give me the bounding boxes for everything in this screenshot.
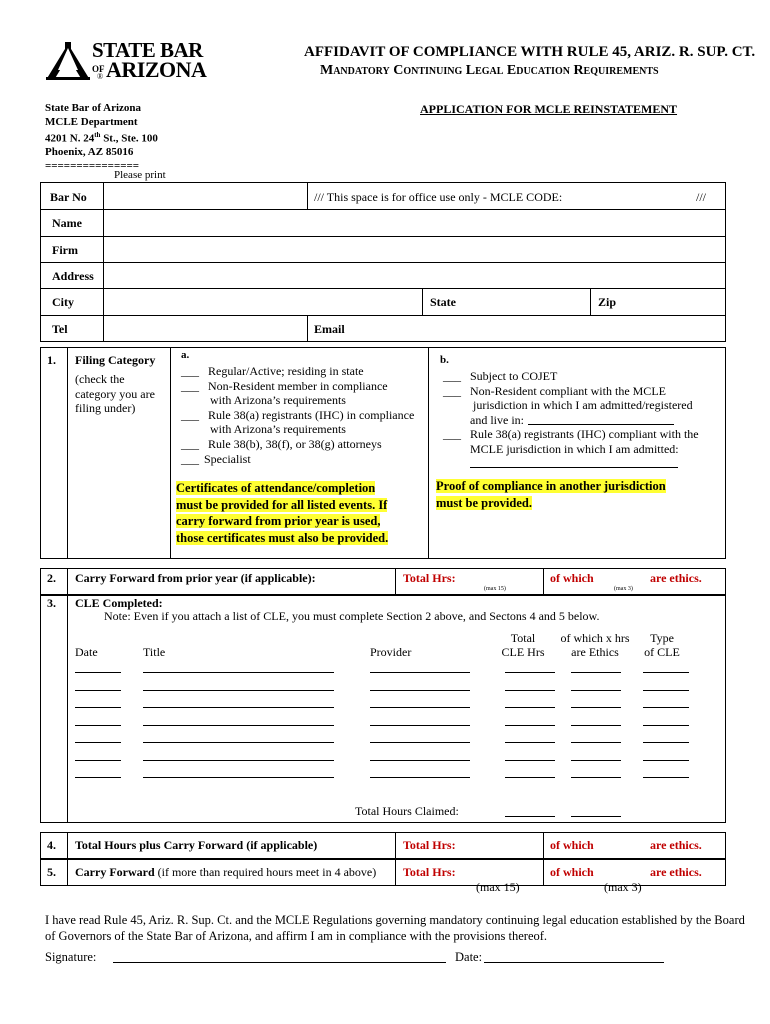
affirmation-line: I have read Rule 45, Ariz. R. Sup. Ct. and the MCLE Regulations governing mandatory continuing legal education established by the Board — [45, 913, 745, 927]
address-dept: MCLE Department — [45, 115, 138, 128]
page-subtitle: Mandatory Continuing Legal Education Requirements — [320, 63, 659, 78]
col-header-total-line1: Total — [510, 631, 536, 645]
section4-number: 4. — [47, 838, 56, 852]
zip-label: Zip — [598, 295, 617, 309]
section1-num-divider — [67, 347, 68, 559]
logo-text-arizona: ARIZONA — [106, 57, 207, 82]
category-option-label: Rule 38(a) registrants (IHC) in compliance — [208, 407, 415, 422]
category-option-label-cont: MCLE jurisdiction in which I am admitted: — [470, 441, 679, 456]
col-header-type-line2: of CLE — [644, 645, 680, 659]
col-header-type-line1: Type — [650, 631, 674, 645]
certificates-note — [176, 480, 426, 546]
category-option-label: Non-Resident member in compliance — [208, 378, 388, 393]
live-in-field[interactable] — [528, 424, 674, 425]
address-label: Address — [52, 269, 94, 283]
section5-divider — [395, 859, 396, 886]
cle-total-hrs-field[interactable] — [505, 725, 555, 726]
cle-provider-field[interactable] — [370, 672, 470, 673]
cle-provider-field[interactable] — [370, 777, 470, 778]
checkbox-blank[interactable]: ___ — [443, 383, 464, 398]
affirmation-line: of Governors of the State Bar of Arizona, and affirm I am in compliance with the provisions thereof. — [45, 929, 548, 943]
admitted-jurisdiction-field[interactable] — [470, 467, 678, 468]
category-option[interactable] — [181, 437, 426, 452]
cle-provider-field[interactable] — [370, 690, 470, 691]
checkbox-blank[interactable]: ___ — [181, 407, 202, 422]
section5-divider — [543, 859, 544, 886]
certificates-note-line: carry forward from prior year is used, — [176, 514, 381, 529]
bar-no-field[interactable] — [104, 183, 306, 208]
tel-field[interactable] — [104, 316, 306, 341]
proof-note — [436, 478, 726, 511]
section5-ethics: are ethics. — [650, 865, 702, 879]
city-field[interactable] — [104, 289, 421, 314]
section1-col-divider — [170, 347, 171, 559]
section1-number: 1. — [47, 353, 56, 367]
cle-type-field[interactable] — [643, 707, 689, 708]
col-header-total-line2: CLE Hrs — [501, 645, 545, 659]
total-hours-claimed-label: Total Hours Claimed: — [355, 804, 459, 818]
section4-of-which: of which — [550, 838, 594, 852]
signature-field[interactable] — [113, 962, 446, 963]
cle-date-field[interactable] — [75, 707, 121, 708]
category-b-list — [443, 369, 723, 457]
section3-note: Note: Even if you attach a list of CLE, you must complete Section 2 above, and Sectons 4 and 5 below. — [104, 609, 600, 623]
col-a-label: a. — [181, 349, 190, 361]
signature-label: Signature: — [45, 950, 97, 964]
address-street-ordinal: th — [94, 131, 101, 139]
zip-divider — [590, 288, 591, 315]
tel-label: Tel — [52, 322, 68, 336]
section5-max15: (max 15) — [476, 880, 520, 894]
section2-of-which: of which — [550, 571, 594, 585]
section5-label — [75, 865, 376, 880]
address-city: Phoenix, AZ 85016 — [45, 146, 134, 159]
logo-text-state-bar: STATE BAR — [92, 38, 203, 62]
firm-field[interactable] — [104, 237, 724, 261]
cle-type-field[interactable] — [643, 725, 689, 726]
cle-type-field[interactable] — [643, 690, 689, 691]
section2-divider — [543, 568, 544, 595]
cle-title-field[interactable] — [143, 690, 334, 691]
section3-cle-completed — [40, 595, 726, 823]
section1-heading: Filing Category — [75, 353, 156, 367]
affirmation-text — [45, 912, 745, 944]
cle-date-field[interactable] — [75, 777, 121, 778]
col-b-label: b. — [440, 354, 449, 366]
address-street-name: St., Ste. 100 — [100, 132, 158, 145]
live-in-label: and live in: — [470, 412, 524, 427]
certificates-note-line: Certificates of attendance/completion — [176, 481, 376, 495]
section4-ethics: are ethics. — [650, 838, 702, 852]
section5-total-hrs: Total Hrs: — [403, 865, 456, 879]
section4-divider — [543, 832, 544, 859]
cle-type-field[interactable] — [643, 742, 689, 743]
date-label: Date: — [455, 950, 483, 964]
application-title: APPLICATION FOR MCLE REINSTATEMENT — [420, 102, 678, 116]
firm-label: Firm — [52, 243, 78, 257]
section2-total-hrs: Total Hrs: — [403, 571, 456, 585]
checkbox-blank[interactable]: ___ — [443, 427, 464, 442]
total-hours-claimed-field[interactable] — [505, 816, 555, 817]
category-option[interactable] — [443, 369, 723, 384]
section5-of-which: of which — [550, 865, 594, 879]
section5-num-divider — [67, 859, 68, 886]
cle-total-hrs-field[interactable] — [505, 690, 555, 691]
date-field[interactable] — [484, 962, 664, 963]
checkbox-blank[interactable]: ___ — [181, 436, 202, 451]
cle-provider-field[interactable] — [370, 725, 470, 726]
proof-note-line: Proof of compliance in another jurisdiction — [436, 479, 666, 493]
section1-ab-divider — [428, 347, 429, 559]
certificates-note-line: those certificates must also be provided. — [176, 530, 389, 545]
cle-total-hrs-field[interactable] — [505, 672, 555, 673]
category-option[interactable] — [443, 384, 723, 399]
address-separator: =============== — [45, 159, 140, 172]
state-divider — [422, 288, 423, 315]
col-header-provider: Provider — [370, 645, 412, 659]
cle-date-field[interactable] — [75, 672, 121, 673]
email-divider — [307, 315, 308, 342]
cle-date-field[interactable] — [75, 760, 121, 761]
cle-ethics-hrs-field[interactable] — [571, 742, 621, 743]
category-option-label-cont: with Arizona’s requirements — [210, 422, 346, 437]
section4-total-hrs: Total Hrs: — [403, 838, 456, 852]
cle-title-field[interactable] — [143, 742, 334, 743]
cle-title-field[interactable] — [143, 725, 334, 726]
section4-divider — [395, 832, 396, 859]
category-option[interactable] — [181, 408, 426, 423]
section2-number: 2. — [47, 571, 56, 585]
certificates-note-line: must be provided for all listed events. If — [176, 497, 388, 512]
office-use-text: /// This space is for office use only - MCLE CODE: — [314, 190, 563, 204]
office-use-divider — [307, 182, 308, 209]
live-in-row — [470, 413, 723, 428]
cle-date-field[interactable] — [75, 725, 121, 726]
section4-num-divider — [67, 832, 68, 859]
category-option-label: Specialist — [204, 451, 251, 466]
section3-number: 3. — [47, 596, 56, 610]
col-header-title: Title — [143, 645, 166, 659]
section5-max3: (max 3) — [604, 880, 642, 894]
section3-num-divider — [67, 595, 68, 823]
state-bar-logo-emblem — [42, 40, 94, 84]
section2-max3: (max 3) — [614, 586, 633, 592]
name-label: Name — [52, 216, 82, 230]
section2-num-divider — [67, 568, 68, 595]
bar-no-label: Bar No — [50, 190, 87, 204]
address-block — [45, 102, 158, 173]
section5-label-rest: (if more than required hours meet in 4 above) — [154, 865, 377, 879]
page-title: AFFIDAVIT OF COMPLIANCE WITH RULE 45, ARIZ. R. SUP. CT. — [304, 44, 756, 60]
address-field[interactable] — [104, 263, 724, 287]
cle-date-field[interactable] — [75, 690, 121, 691]
proof-note-line: must be provided. — [436, 495, 532, 510]
checkbox-blank[interactable]: ___ — [181, 451, 202, 466]
section5-label-bold: Carry Forward — [75, 865, 155, 879]
category-option-label: Regular/Active; residing in state — [208, 364, 364, 378]
col-header-date: Date — [75, 645, 98, 659]
cle-title-field[interactable] — [143, 707, 334, 708]
category-option[interactable] — [443, 427, 723, 442]
checkbox-blank[interactable]: ___ — [181, 364, 202, 378]
cle-title-field[interactable] — [143, 672, 334, 673]
category-a-list — [181, 364, 426, 466]
col-header-total — [500, 631, 546, 659]
state-label: State — [430, 295, 456, 309]
cle-ethics-hrs-field[interactable] — [571, 690, 621, 691]
cle-title-field[interactable] — [143, 777, 334, 778]
logo-registered: ® — [97, 72, 104, 81]
category-option-label: Rule 38(a) registrants (IHC) compliant with the — [470, 427, 699, 442]
office-use-end: /// — [696, 190, 707, 204]
city-label: City — [52, 295, 74, 309]
category-option-label: Rule 38(b), 38(f), or 38(g) attorneys — [208, 436, 382, 451]
category-option-label: Subject to COJET — [470, 369, 558, 383]
cle-total-hrs-field[interactable] — [505, 760, 555, 761]
cle-provider-field[interactable] — [370, 742, 470, 743]
address-street — [45, 129, 158, 146]
section2-label: Carry Forward from prior year (if applicable): — [75, 571, 316, 585]
address-org: State Bar of Arizona — [45, 102, 142, 114]
category-option-label-cont: jurisdiction in which I am admitted/registered — [473, 398, 693, 413]
section5-number: 5. — [47, 865, 56, 879]
section2-ethics: are ethics. — [650, 571, 702, 585]
cle-type-field[interactable] — [643, 777, 689, 778]
cle-type-field[interactable] — [643, 672, 689, 673]
logo-text-of: OF — [92, 64, 105, 74]
name-field[interactable] — [104, 210, 724, 235]
category-option[interactable] — [181, 379, 426, 394]
section1-note: (check the category you are filing under) — [75, 372, 155, 415]
section3-heading: CLE Completed: — [75, 596, 163, 610]
please-print-note: Please print — [114, 169, 166, 181]
cle-type-field[interactable] — [643, 760, 689, 761]
category-option[interactable] — [181, 364, 426, 379]
cle-total-hrs-field[interactable] — [505, 707, 555, 708]
cle-ethics-hrs-field[interactable] — [571, 725, 621, 726]
cle-ethics-hrs-field[interactable] — [571, 760, 621, 761]
section2-max15: (max 15) — [484, 586, 506, 592]
section4-label: Total Hours plus Carry Forward (if applicable) — [75, 838, 318, 852]
checkbox-blank[interactable]: ___ — [443, 369, 464, 383]
col-header-ethics-line2: are Ethics — [571, 645, 619, 659]
logo — [42, 38, 207, 84]
cle-date-field[interactable] — [75, 742, 121, 743]
total-ethics-claimed-field[interactable] — [571, 816, 621, 817]
checkbox-blank[interactable]: ___ — [181, 378, 202, 393]
email-label: Email — [314, 322, 345, 336]
section2-divider — [395, 568, 396, 595]
category-option-label-cont: with Arizona’s requirements — [210, 393, 346, 408]
cle-ethics-hrs-field[interactable] — [571, 672, 621, 673]
cle-ethics-hrs-field[interactable] — [571, 777, 621, 778]
cle-title-field[interactable] — [143, 760, 334, 761]
category-option-label: Non-Resident compliant with the MCLE — [470, 383, 666, 398]
col-header-ethics — [560, 631, 630, 659]
col-header-type — [640, 631, 684, 659]
address-street-number: 4201 N. 24 — [45, 132, 95, 145]
category-option[interactable] — [181, 452, 426, 467]
cle-provider-field[interactable] — [370, 760, 470, 761]
cle-provider-field[interactable] — [370, 707, 470, 708]
cle-ethics-hrs-field[interactable] — [571, 707, 621, 708]
cle-total-hrs-field[interactable] — [505, 742, 555, 743]
col-header-ethics-line1: of which x hrs — [560, 631, 630, 645]
cle-total-hrs-field[interactable] — [505, 777, 555, 778]
